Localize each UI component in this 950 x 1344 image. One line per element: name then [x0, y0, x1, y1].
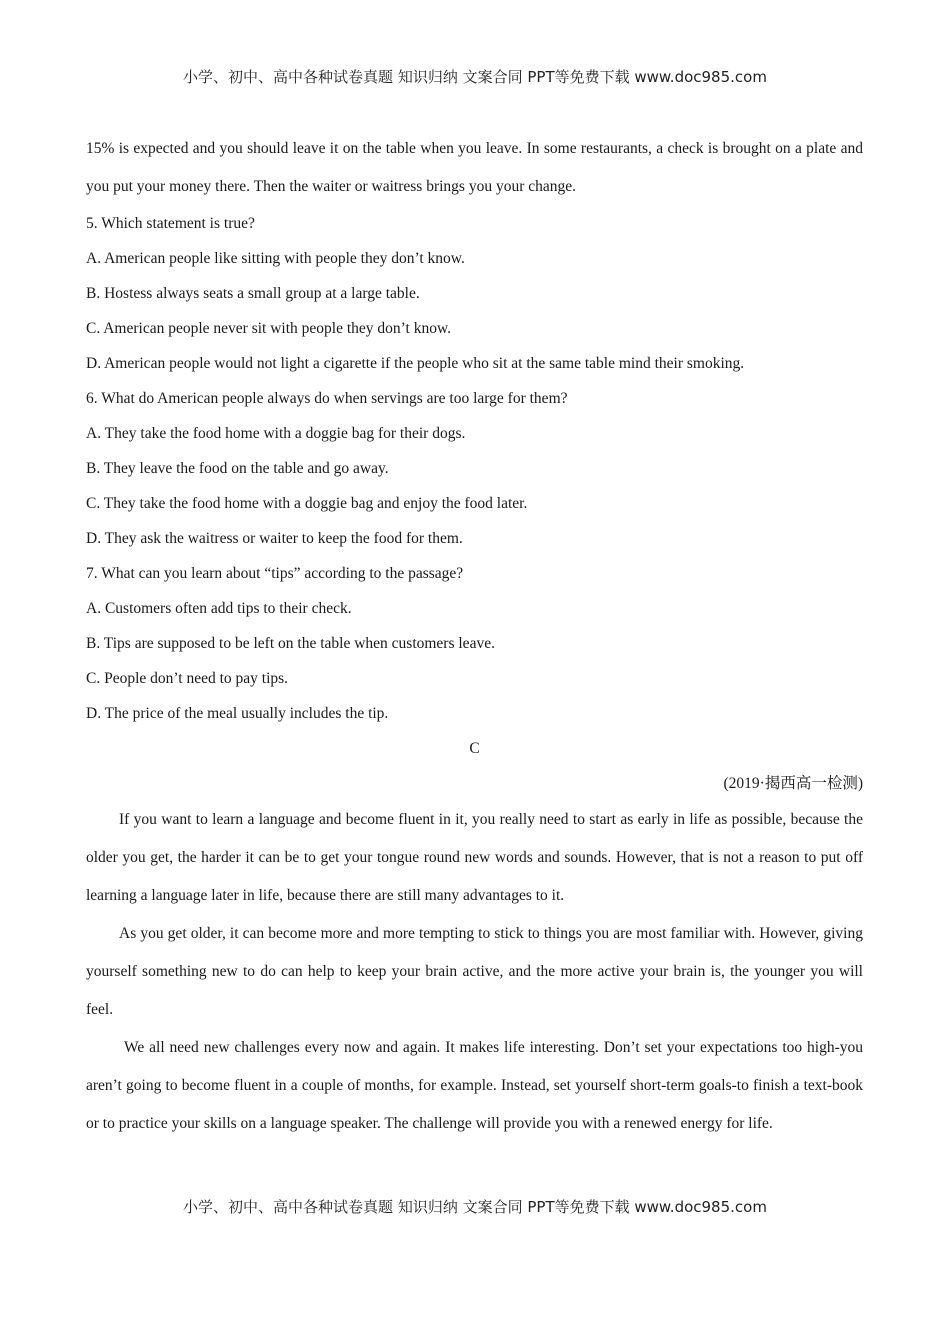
- source-note: (2019·揭西高一检测): [723, 775, 863, 792]
- footer-banner: 小学、初中、高中各种试卷真题 知识归纳 文案合同 PPT等免费下载 www.doc985.com: [183, 1198, 767, 1216]
- option-b: B. They leave the food on the table and go away.: [86, 460, 389, 477]
- question-6: [86, 381, 863, 556]
- question-7: [86, 556, 863, 731]
- option-a: A. Customers often add tips to their check.: [86, 600, 352, 617]
- option-d: D. The price of the meal usually includes the tip.: [86, 705, 389, 722]
- question-5: [86, 206, 863, 381]
- passage-c-paragraph-3: We all need new challenges every now and again. It makes life interesting. Don’t set your expectations too high-you aren’t going to become fluent in a couple of months, for example. Instead, set yourself short-term goals-to finish a text-book or to practice your skills on a language speaker. The challenge will provide you with a renewed energy for life.: [86, 1039, 863, 1132]
- passage-c-paragraph-1: If you want to learn a language and become fluent in it, you really need to start as early in life as possible, because the older you get, the harder it can be to get your tongue round new words and sounds. However, that is not a reason to put off learning a language later in life, because there are still many advantages to it.: [86, 811, 863, 904]
- question-stem: 7. What can you learn about “tips” according to the passage?: [86, 565, 464, 582]
- option-a: A. They take the food home with a doggie bag for their dogs.: [86, 425, 466, 442]
- option-c: C. They take the food home with a doggie bag and enjoy the food later.: [86, 495, 528, 512]
- option-d: D. They ask the waitress or waiter to keep the food for them.: [86, 530, 463, 547]
- question-stem: 5. Which statement is true?: [86, 215, 255, 232]
- option-b: B. Tips are supposed to be left on the table when customers leave.: [86, 635, 495, 652]
- question-stem: 6. What do American people always do when servings are too large for them?: [86, 390, 568, 407]
- option-a: A. American people like sitting with people they don’t know.: [86, 250, 465, 267]
- passage-c-paragraph-2: As you get older, it can become more and more tempting to stick to things you are most familiar with. However, giving yourself something new to do can help to keep your brain active, and the more active your brain is, the younger you will feel.: [86, 925, 863, 1018]
- option-c: C. People don’t need to pay tips.: [86, 670, 289, 687]
- option-d: D. American people would not light a cigarette if the people who sit at the same table mind their smoking.: [86, 355, 745, 372]
- section-heading: C: [469, 740, 480, 757]
- option-c: C. American people never sit with people they don’t know.: [86, 320, 452, 337]
- header-banner: 小学、初中、高中各种试卷真题 知识归纳 文案合同 PPT等免费下载 www.doc985.com: [183, 68, 767, 86]
- option-b: B. Hostess always seats a small group at a large table.: [86, 285, 420, 302]
- document-body: [86, 130, 863, 1143]
- passage-b-tail: 15% is expected and you should leave it on the table when you leave. In some restaurants, a check is brought on a plate and you put your money there. Then the waiter or waitress brings you your change.: [86, 140, 863, 195]
